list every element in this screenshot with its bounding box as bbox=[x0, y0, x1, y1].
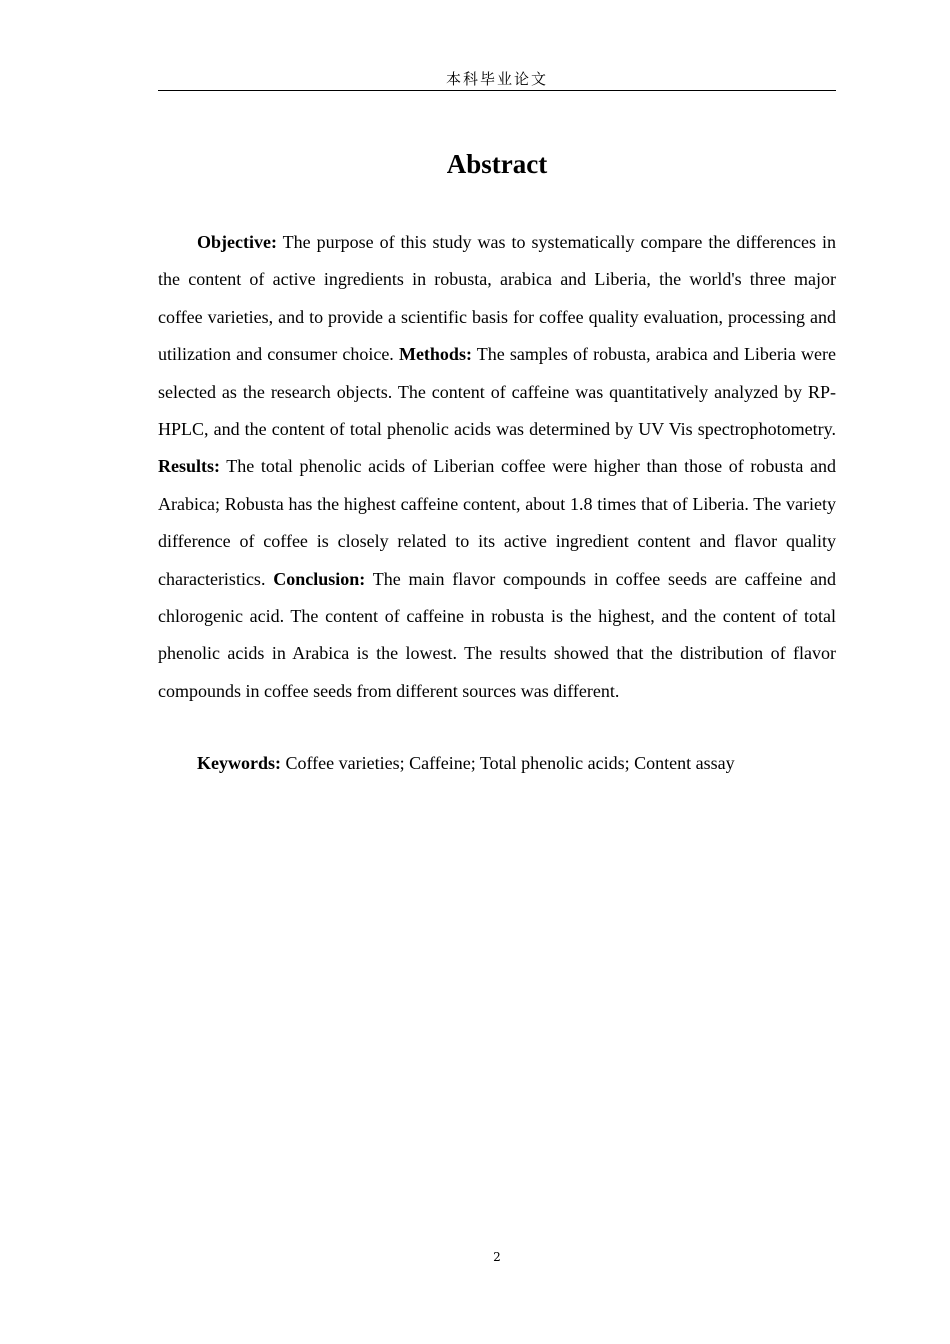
page-header bbox=[158, 68, 836, 91]
objective-text: The purpose of this study was to systematically compare the differences in the content of active ingredients in robusta, arabica and Liberia, the world's three major coffee varieties, and to provide a scientific basis for coffee quality evaluation, processing and utilization and consumer choice. bbox=[158, 232, 836, 365]
methods-text: The samples of robusta, arabica and Liberia were selected as the research objects. The content of caffeine was quantitatively analyzed by RP-HPLC, and the content of total phenolic acids was determined by UV Vis spectrophotometry. bbox=[158, 344, 837, 440]
keywords-text: Coffee varieties; Caffeine; Total phenolic acids; Content assay bbox=[281, 753, 735, 773]
keywords-paragraph bbox=[158, 745, 836, 782]
conclusion-label: Conclusion: bbox=[273, 568, 366, 589]
abstract-paragraph bbox=[158, 224, 836, 710]
keywords-label: Keywords: bbox=[197, 753, 281, 773]
methods-label: Methods: bbox=[398, 344, 472, 365]
page-number: 2 bbox=[493, 1250, 501, 1264]
abstract-title: Abstract bbox=[446, 149, 548, 179]
header-title: 本科毕业论文 bbox=[445, 70, 548, 88]
conclusion-text: The main flavor compounds in coffee seeds are caffeine and chlorogenic acid. The content of caffeine in robusta is the highest, and the content of total phenolic acids in Arabica is the lowest. The results showed that the distribution of flavor compounds in coffee seeds from different sources was different. bbox=[158, 568, 837, 701]
objective-label: Objective: bbox=[197, 232, 277, 252]
results-text: The total phenolic acids of Liberian coffee were higher than those of robusta and Arabica; Robusta has the highest caffeine content, about 1.8 times that of Liberia. The variety difference of coffee is closely related to its active ingredient content and flavor quality characteristics. bbox=[158, 456, 836, 589]
results-label: Results: bbox=[158, 456, 220, 477]
